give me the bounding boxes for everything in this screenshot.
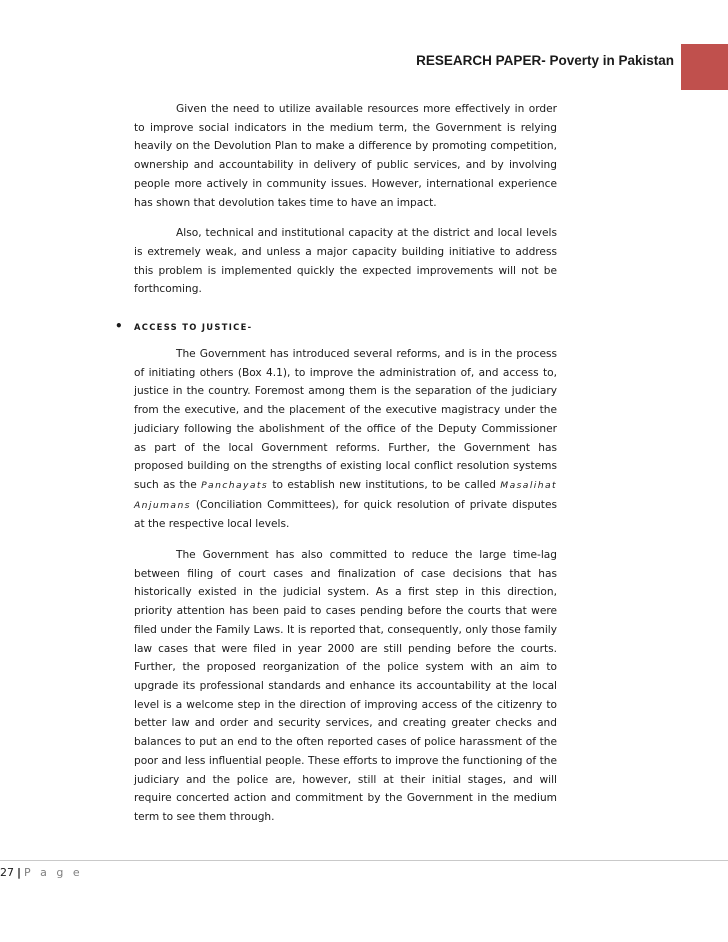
page-footer	[0, 866, 83, 879]
section-heading-access-to-justice	[115, 319, 557, 335]
paragraph-reforms	[134, 345, 557, 534]
header-accent-tab	[681, 44, 728, 90]
page-label: P a g e	[24, 866, 83, 879]
term-masalihat-anjumans: Masalihat Anjumans	[134, 479, 557, 511]
paragraph-time-lag: The Government has also committed to reduce the large time-lag between filing of court cases and finalization of case decisions that has historically existed in the judicial system. As a first step in this direction, priority attention has been paid to cases pending before the courts that were filed under the Family Laws. It is reported that, consequently, only those family law cases that were filed in year 2000 are still pending before the courts. Further, the proposed reorganization of the police system with an aim to upgrade its professional standards and enhance its accountability at the local level is a welcome step in the direction of improving access of the citizenry to better law and order and security services, and creating greater checks and balances to put an end to the often reported cases of police harassment of the poor and less influential people. These efforts to improve the functioning of the judiciary and the police are, however, still at their initial stages, and will require concerted action and commitment by the Government in the medium term to see them through.	[134, 549, 557, 823]
paragraph-devolution: Given the need to utilize available resources more effectively in order to improve social indicators in the medium term, the Government is relying heavily on the Devolution Plan to make a difference by promoting competition, ownership and accountability in delivery of public services, and by involving people more actively in community issues. However, international experience has shown that devolution takes time to have an impact.	[134, 103, 557, 209]
header-title: RESEARCH PAPER- Poverty in Pakistan	[416, 53, 674, 68]
page-number: 27	[0, 866, 14, 879]
paragraph-reforms-part2: to establish new institutions, to be called	[272, 478, 496, 491]
paragraph-reforms-part3: (Conciliation Committees), for quick resolution of private disputes at the respective local levels.	[134, 498, 558, 531]
section-heading-text: ACCESS TO JUSTICE-	[134, 322, 253, 333]
bullet-icon: •	[115, 319, 123, 334]
document-body	[115, 100, 558, 839]
paragraph-capacity: Also, technical and institutional capacity at the district and local levels is extremely weak, and unless a major capacity building initiative to address this problem is implemented quickly the expected improvements will not be forthcoming.	[134, 227, 557, 296]
footer-divider	[0, 860, 728, 861]
footer-separator: |	[17, 866, 22, 879]
paragraph-reforms-part1: The Government has introduced several reforms, and is in the process of initiating others (Box 4.1), to improve the administration of, and access to, justice in the country. Foremost among them is the separation of the judiciary from the executive, and the placement of the executive magistracy under the judiciary following the abolishment of the office of the Deputy Commissioner as part of the local Government reforms. Further, the Government has proposed building on the strengths of existing local conflict resolution systems such as the	[134, 348, 557, 491]
term-panchayats: Panchayats	[201, 479, 269, 491]
